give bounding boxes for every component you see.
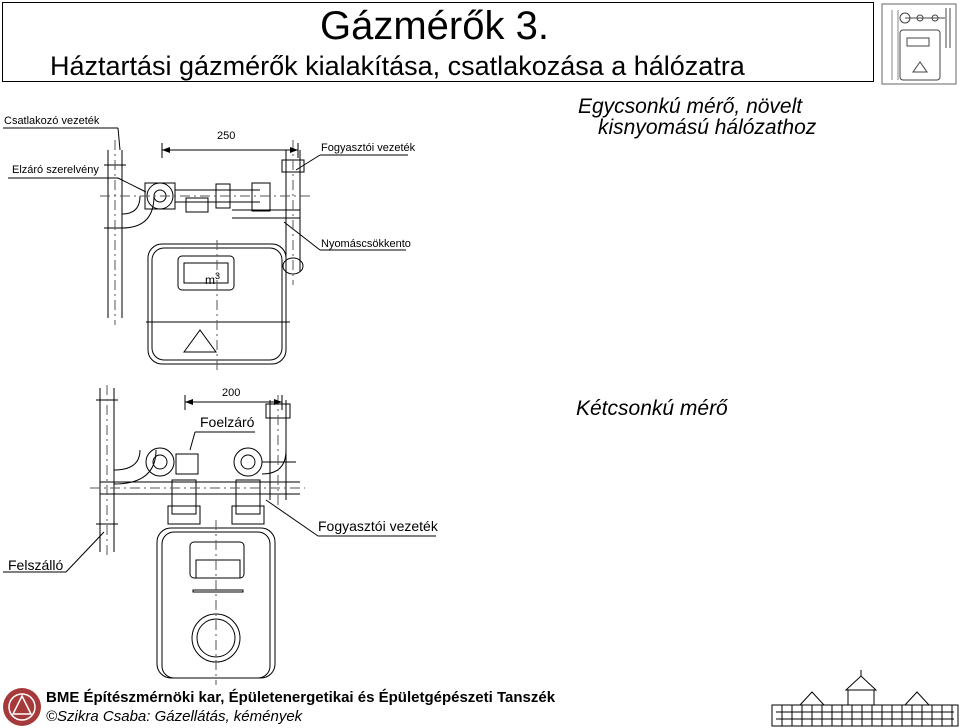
footer-author: ©Szikra Csaba: Gázellátás, kémények	[46, 708, 303, 725]
diagram1-heading-line1: Egycsonkú mérő, növelt	[578, 95, 803, 118]
double-connection-meter-drawing	[3, 385, 436, 685]
label-shutoff-fitting: Elzáró szerelvény	[12, 164, 99, 176]
label-connecting-pipe: Csatlakozó vezeték	[4, 115, 100, 127]
page-title: Gázmérők 3.	[320, 4, 549, 48]
thumbnail-meter-drawing	[882, 4, 956, 84]
dimension-200: 200	[222, 387, 241, 399]
meter-unit: m	[205, 273, 215, 287]
label-riser: Felszálló	[8, 557, 64, 573]
university-building-icon	[772, 670, 958, 726]
label-pressure-reducer: Nyomáscsökkento	[321, 238, 411, 250]
dimension-250: 250	[217, 130, 236, 142]
diagram1-heading-line2: kisnyomású hálózathoz	[598, 116, 817, 139]
bme-logo-icon	[3, 688, 41, 726]
footer-institution: BME Építészmérnöki kar, Épületenergetikai és Épületgépészeti Tanszék	[46, 689, 556, 706]
label-consumer-pipe-1: Fogyasztói vezeték	[321, 142, 416, 154]
meter-unit-label	[205, 271, 220, 287]
meter-unit-exponent: 3	[215, 271, 221, 281]
diagram2-heading: Kétcsonkú mérő	[576, 397, 728, 420]
label-main-shutoff: Foelzáró	[200, 414, 255, 430]
label-consumer-pipe-2: Fogyasztói vezeték	[318, 518, 438, 534]
page-subtitle: Háztartási gázmérők kialakítása, csatlakozása a hálózatra	[50, 51, 745, 81]
